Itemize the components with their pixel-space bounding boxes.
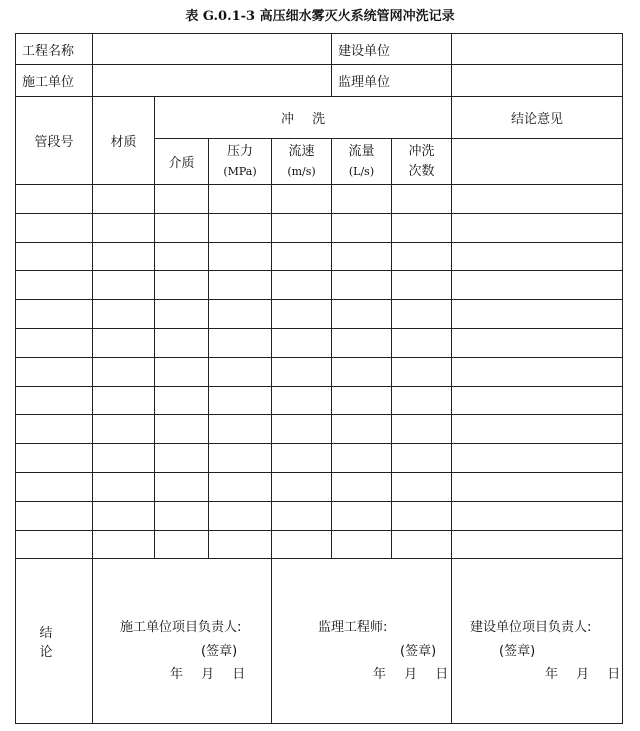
table-cell[interactable] [392, 530, 452, 559]
header-row-project [16, 34, 623, 65]
footer-row [16, 559, 623, 724]
table-cell[interactable] [452, 415, 623, 444]
supervision-unit-field[interactable] [452, 65, 623, 97]
flow-header [332, 139, 392, 185]
construction-unit-label: 建设单位 [332, 34, 452, 65]
table-cell[interactable] [452, 328, 623, 357]
table-cell[interactable] [272, 415, 332, 444]
table-row [16, 242, 623, 271]
table-cell[interactable] [452, 300, 623, 329]
table-cell[interactable] [16, 213, 93, 242]
table-cell[interactable] [452, 472, 623, 501]
table-row [16, 415, 623, 444]
pipe-section-header: 管段号 [16, 97, 93, 185]
table-cell[interactable] [452, 271, 623, 300]
table-cell[interactable] [16, 386, 93, 415]
table-cell[interactable] [392, 328, 452, 357]
table-cell[interactable] [209, 386, 272, 415]
conclusion-label: 结 论 [16, 559, 93, 724]
velocity-label: 流速 [288, 143, 315, 159]
table-cell[interactable] [93, 444, 155, 473]
table-cell[interactable] [272, 444, 332, 473]
table-cell[interactable] [209, 300, 272, 329]
table-cell[interactable] [332, 328, 392, 357]
table-cell[interactable] [209, 213, 272, 242]
table-row [16, 501, 623, 530]
builder-unit-field[interactable] [93, 65, 332, 97]
table-cell[interactable] [452, 444, 623, 473]
supervisor-sign-role: 监理工程师: [318, 620, 388, 636]
owner-sign-cell [452, 559, 623, 724]
table-cell[interactable] [16, 472, 93, 501]
table-cell[interactable] [452, 357, 623, 386]
project-name-label: 工程名称 [16, 34, 93, 65]
pressure-header [209, 139, 272, 185]
table-cell[interactable] [16, 185, 93, 214]
table-row [16, 300, 623, 329]
table-cell[interactable] [332, 530, 392, 559]
table-cell[interactable] [93, 501, 155, 530]
table-cell[interactable] [93, 530, 155, 559]
supervisor-sign-date: 年 月 日 [373, 667, 449, 683]
table-cell[interactable] [392, 501, 452, 530]
supervisor-sign-stamp: (签章) [400, 644, 437, 660]
table-cell[interactable] [16, 242, 93, 271]
supervisor-sign-cell [272, 559, 452, 724]
table-cell[interactable] [452, 530, 623, 559]
construction-unit-field[interactable] [452, 34, 623, 65]
velocity-unit: (m/s) [287, 164, 316, 178]
form-title: 表 G.0.1-3 高压细水雾灭火系统管网冲洗记录 [185, 9, 455, 24]
table-cell[interactable] [332, 415, 392, 444]
builder-unit-label: 施工单位 [16, 65, 93, 97]
table-cell[interactable] [155, 271, 209, 300]
table-cell[interactable] [272, 357, 332, 386]
table-cell[interactable] [332, 271, 392, 300]
table-cell[interactable] [93, 185, 155, 214]
table-cell[interactable] [392, 386, 452, 415]
builder-sign-role: 施工单位项目负责人: [120, 620, 242, 636]
table-cell[interactable] [392, 472, 452, 501]
table-cell[interactable] [93, 242, 155, 271]
table-cell[interactable] [155, 386, 209, 415]
table-cell[interactable] [272, 300, 332, 329]
flow-label: 流量 [348, 143, 375, 159]
flush-count-label-2: 次数 [408, 163, 435, 179]
table-cell[interactable] [209, 185, 272, 214]
table-cell[interactable] [16, 357, 93, 386]
pressure-label: 压力 [226, 143, 253, 159]
table-cell[interactable] [209, 415, 272, 444]
table-cell[interactable] [209, 242, 272, 271]
owner-sign-date: 年 月 日 [545, 667, 621, 683]
table-cell[interactable] [392, 415, 452, 444]
table-cell[interactable] [93, 328, 155, 357]
table-cell[interactable] [332, 444, 392, 473]
table-cell[interactable] [155, 328, 209, 357]
column-header-row-1 [16, 97, 623, 139]
table-cell[interactable] [332, 501, 392, 530]
table-cell[interactable] [272, 501, 332, 530]
table-cell[interactable] [392, 271, 452, 300]
table-cell[interactable] [155, 242, 209, 271]
table-cell[interactable] [209, 501, 272, 530]
table-cell[interactable] [332, 213, 392, 242]
table-cell[interactable] [392, 357, 452, 386]
builder-sign-date: 年 月 日 [170, 667, 246, 683]
table-cell[interactable] [209, 472, 272, 501]
table-cell[interactable] [272, 242, 332, 271]
material-header: 材质 [93, 97, 155, 185]
table-cell[interactable] [16, 501, 93, 530]
table-cell[interactable] [452, 213, 623, 242]
table-cell[interactable] [155, 213, 209, 242]
project-name-field[interactable] [93, 34, 332, 65]
table-cell[interactable] [209, 357, 272, 386]
table-row [16, 213, 623, 242]
table-cell[interactable] [272, 328, 332, 357]
table-row [16, 357, 623, 386]
table-cell[interactable] [93, 271, 155, 300]
table-cell[interactable] [392, 444, 452, 473]
flush-count-label-1: 冲洗 [408, 143, 435, 159]
table-cell[interactable] [209, 530, 272, 559]
table-row [16, 386, 623, 415]
table-cell[interactable] [16, 328, 93, 357]
builder-sign-stamp: (签章) [201, 644, 238, 660]
velocity-header [272, 139, 332, 185]
table-cell[interactable] [452, 386, 623, 415]
table-cell[interactable] [452, 501, 623, 530]
table-cell[interactable] [93, 472, 155, 501]
table-cell[interactable] [332, 472, 392, 501]
table-cell[interactable] [16, 444, 93, 473]
pressure-unit: (MPa) [223, 164, 257, 178]
table-cell[interactable] [155, 501, 209, 530]
table-cell[interactable] [272, 386, 332, 415]
builder-sign-cell [93, 559, 272, 724]
conclusion-opinion-header: 结论意见 [452, 97, 623, 139]
table-cell[interactable] [16, 530, 93, 559]
table-cell[interactable] [93, 357, 155, 386]
table-cell[interactable] [155, 444, 209, 473]
owner-sign-stamp: (签章) [499, 644, 536, 660]
table-cell[interactable] [272, 213, 332, 242]
table-cell[interactable] [93, 386, 155, 415]
table-cell[interactable] [392, 213, 452, 242]
table-cell[interactable] [93, 300, 155, 329]
table-row [16, 444, 623, 473]
table-cell[interactable] [332, 242, 392, 271]
table-cell[interactable] [209, 444, 272, 473]
table-cell[interactable] [209, 328, 272, 357]
table-cell[interactable] [16, 300, 93, 329]
table-cell[interactable] [155, 357, 209, 386]
owner-sign-role: 建设单位项目负责人: [470, 620, 592, 636]
conclusion-opinion-subcell [452, 139, 623, 185]
table-cell[interactable] [272, 472, 332, 501]
flush-record-table [15, 33, 623, 724]
table-row [16, 328, 623, 357]
table-cell[interactable] [272, 271, 332, 300]
medium-header: 介质 [155, 139, 209, 185]
table-cell[interactable] [209, 271, 272, 300]
table-cell[interactable] [332, 357, 392, 386]
table-row [16, 271, 623, 300]
table-cell[interactable] [332, 185, 392, 214]
table-cell[interactable] [93, 415, 155, 444]
table-row [16, 185, 623, 214]
table-row [16, 530, 623, 559]
table-cell[interactable] [155, 530, 209, 559]
table-cell[interactable] [16, 415, 93, 444]
table-cell[interactable] [93, 213, 155, 242]
header-row-builder [16, 65, 623, 97]
table-cell[interactable] [332, 386, 392, 415]
supervision-unit-label: 监理单位 [332, 65, 452, 97]
flush-group-header: 冲 洗 [155, 97, 452, 139]
table-cell[interactable] [155, 300, 209, 329]
table-cell[interactable] [272, 530, 332, 559]
flush-count-header [392, 139, 452, 185]
table-cell[interactable] [452, 242, 623, 271]
table-cell[interactable] [16, 271, 93, 300]
table-cell[interactable] [392, 300, 452, 329]
table-cell[interactable] [155, 415, 209, 444]
table-cell[interactable] [155, 472, 209, 501]
flow-unit: (L/s) [348, 164, 375, 178]
table-cell[interactable] [392, 185, 452, 214]
table-cell[interactable] [452, 185, 623, 214]
table-row [16, 472, 623, 501]
table-cell[interactable] [392, 242, 452, 271]
table-cell[interactable] [155, 185, 209, 214]
table-cell[interactable] [272, 185, 332, 214]
table-cell[interactable] [332, 300, 392, 329]
